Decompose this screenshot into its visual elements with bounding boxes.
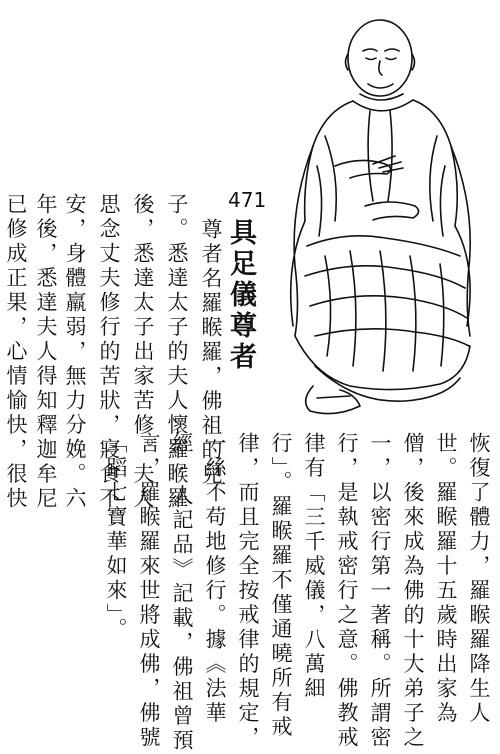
text-column: 經·人記品》記載，佛祖曾預 xyxy=(170,432,194,754)
text-column: 言，羅睺羅來世將成佛，佛號 xyxy=(137,432,161,751)
text-column: 一絲不苟地修行。據《法華 xyxy=(203,432,227,726)
text-column: 行」。羅睺羅不僅通曉所有戒 xyxy=(269,432,293,740)
entry-title: 具足儀尊者 xyxy=(225,218,256,373)
text-column: 「蹈七寶華如來」。 xyxy=(104,432,128,642)
entry-number: 471 xyxy=(228,188,267,212)
text-column: 已修成正果，心情愉快，很快 xyxy=(4,193,28,512)
text-column: 世。羅睺羅十五歲時出家為 xyxy=(434,432,458,726)
text-column: 年後，悉達夫人得知釋迦牟尼 xyxy=(34,193,58,512)
text-column: 律，而且完全按戒律的規定， xyxy=(236,432,260,751)
arhat-illustration xyxy=(255,6,485,426)
text-column: 尊者名羅睺羅，佛祖的兒 xyxy=(199,218,223,488)
text-column: 一，以密行第一著稱。所謂密 xyxy=(368,432,392,751)
text-column: 恢復了體力，羅睺羅降生人 xyxy=(467,432,491,726)
text-column: 安，身體羸弱，無力分娩。六 xyxy=(63,193,87,512)
text-column: 子。悉達太子的夫人懷羅睺羅 xyxy=(165,193,189,512)
seated-monk-drawing xyxy=(255,6,485,426)
text-column: 行，是執戒密行之意。佛教戒 xyxy=(335,432,359,751)
text-column: 律有「三千威儀，八萬細 xyxy=(302,432,326,702)
text-column: 思念丈夫修行的苦狀，寢食不 xyxy=(97,193,121,512)
text-column: 僧，後來成為佛的十大弟子之 xyxy=(401,432,425,751)
text-column: 後，悉達太子出家苦修。夫人 xyxy=(131,193,155,512)
